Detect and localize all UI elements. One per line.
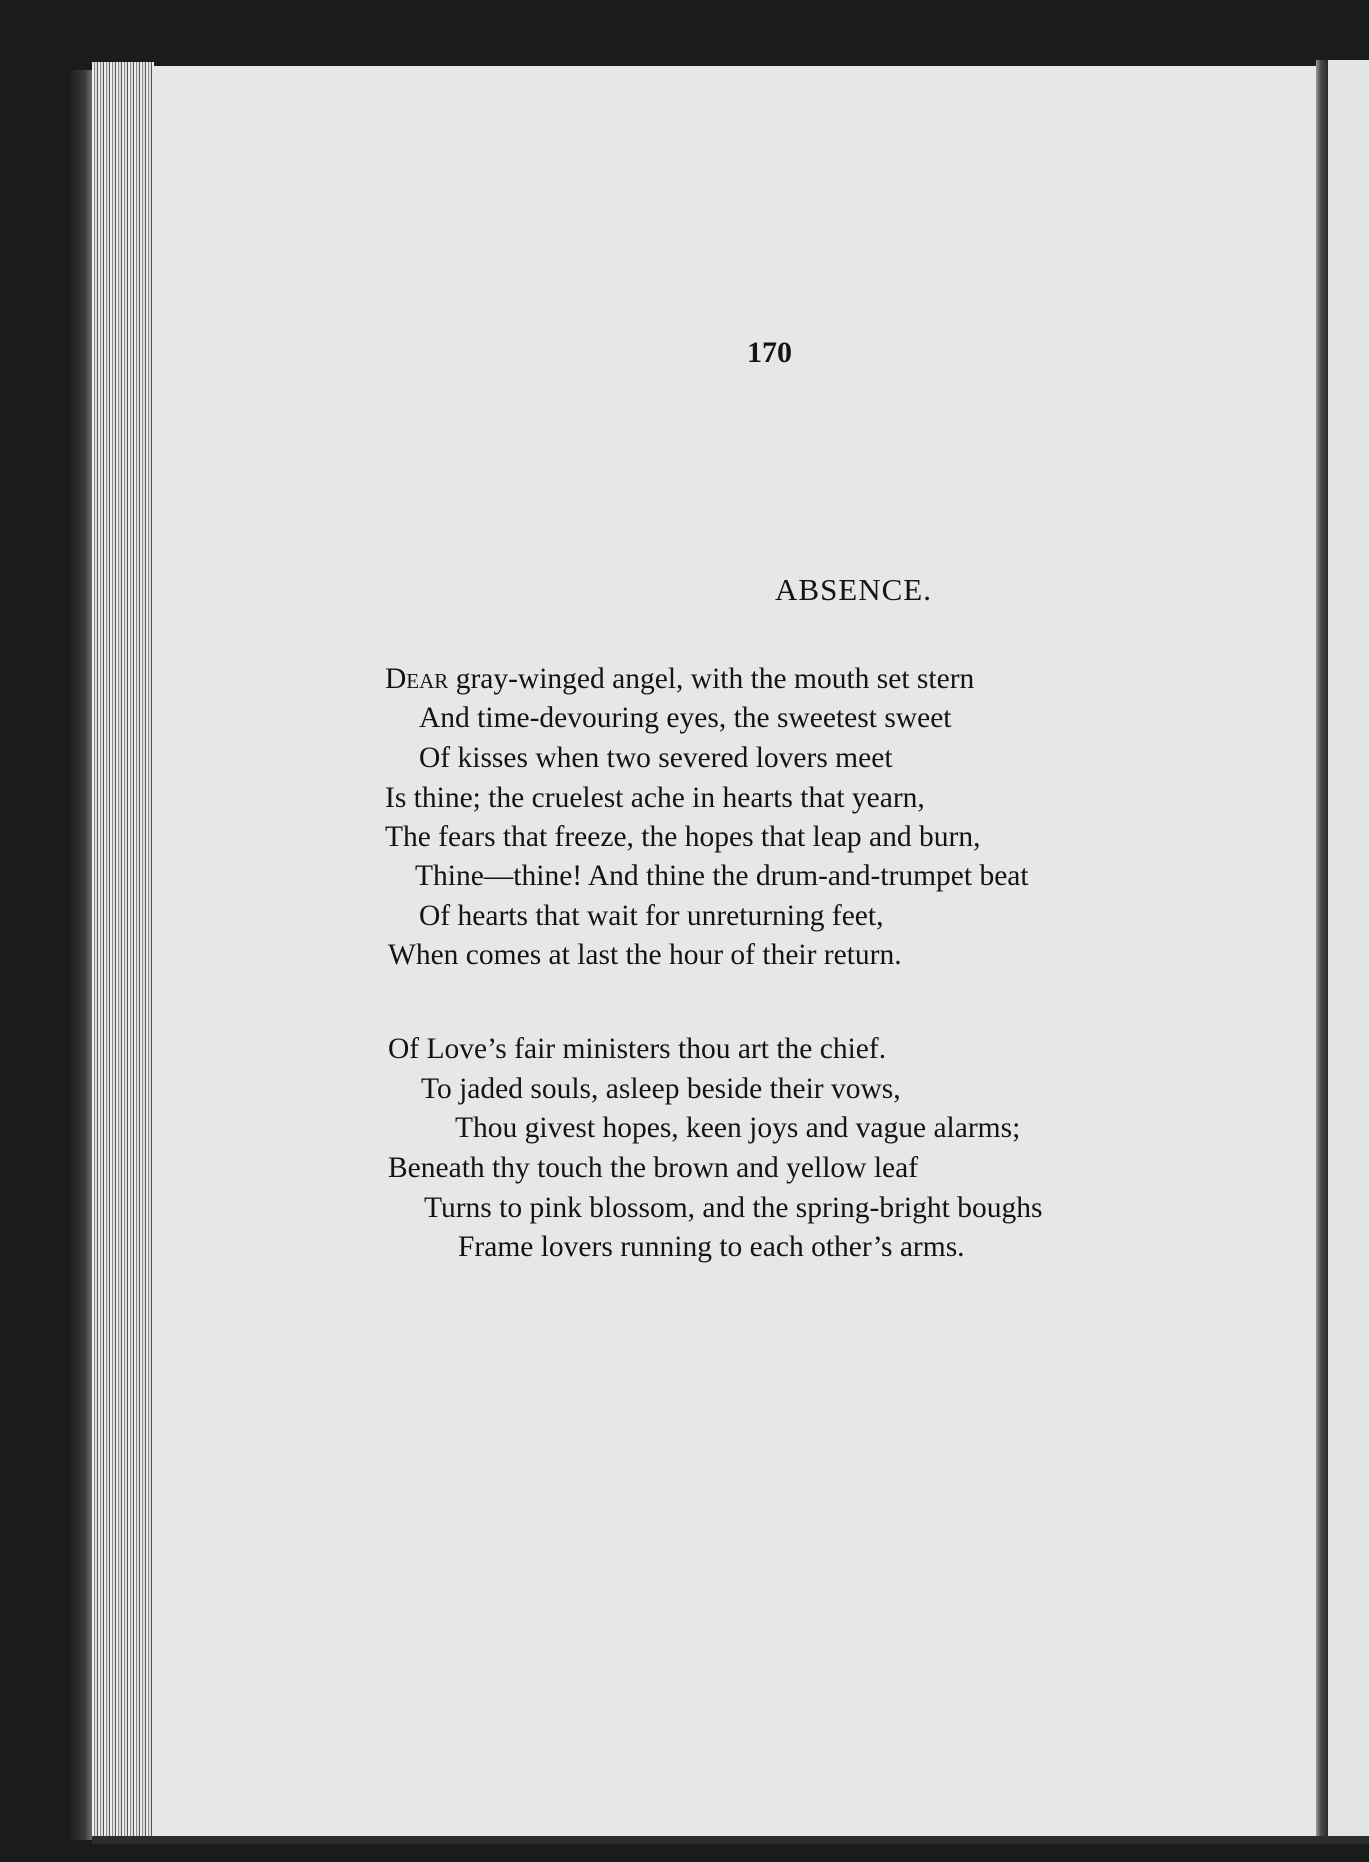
facing-page-edge <box>1328 60 1369 1842</box>
book-bottom-edge <box>92 1836 1369 1844</box>
poem-line: The fears that freeze, the hopes that leap and burn, <box>385 821 981 853</box>
page-number: 170 <box>747 336 792 369</box>
poem-line: Frame lovers running to each other’s arms. <box>458 1231 965 1263</box>
poem-line: Is thine; the cruelest ache in hearts that yearn, <box>385 782 925 814</box>
poem-title: ABSENCE. <box>775 572 932 607</box>
poem-line: Thou givest hopes, keen joys and vague alarms; <box>455 1112 1021 1144</box>
page-stack-edges <box>92 62 154 1844</box>
book-page <box>152 66 1316 1836</box>
poem-line: Of kisses when two severed lovers meet <box>419 742 893 774</box>
poem-line: Thine—thine! And thine the drum-and-trumpet beat <box>415 860 1029 892</box>
book-spine-shadow <box>70 70 94 1840</box>
book-gutter <box>1316 60 1328 1842</box>
poem-line: To jaded souls, asleep beside their vows, <box>421 1073 901 1105</box>
poem-line: When comes at last the hour of their return. <box>388 939 902 971</box>
poem-line: Of hearts that wait for unreturning feet, <box>419 900 884 932</box>
poem-line: Beneath thy touch the brown and yellow leaf <box>388 1152 919 1184</box>
poem-line: Dear gray-winged angel, with the mouth set stern <box>385 663 975 695</box>
poem-line: And time-devouring eyes, the sweetest sweet <box>419 702 952 734</box>
first-word-small-caps: Dear <box>385 663 449 695</box>
poem-line: Turns to pink blossom, and the spring-bright boughs <box>424 1192 1043 1224</box>
poem-line: Of Love’s fair ministers thou art the chief. <box>388 1033 887 1065</box>
